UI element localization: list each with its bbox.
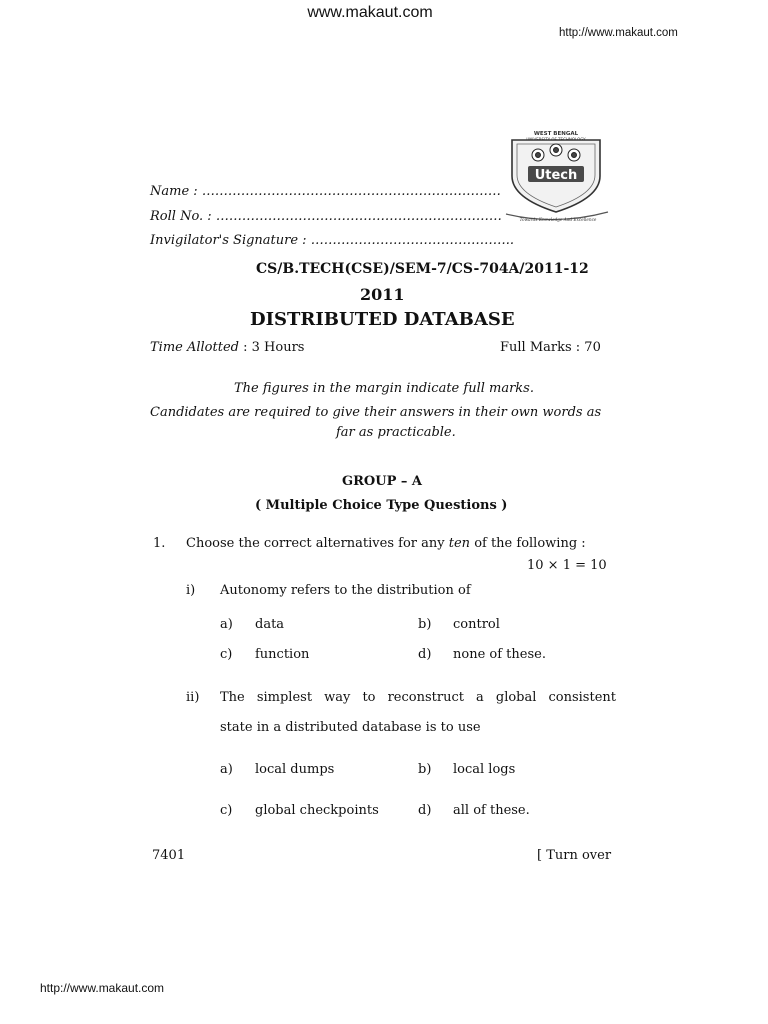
option-text: function [255,647,310,662]
group-subtitle: ( Multiple Choice Type Questions ) [255,498,508,513]
option-text: none of these. [453,647,546,662]
roll-field: ………………………………………………………… [215,209,502,224]
option-key: a) [220,762,233,777]
question-marks: 10 × 1 = 10 [527,558,607,573]
option-key: b) [418,762,432,777]
turn-over: [ Turn over [537,848,612,863]
question-text-em: ten [448,536,471,551]
option-text: all of these. [453,803,530,818]
logo-top-text: WEST BENGAL [533,131,579,137]
question-text [186,536,586,551]
option-key: a) [220,617,233,632]
option-key: b) [418,617,432,632]
item-text: The simplest way to reconstruct a global consistent [220,690,616,705]
option-text: global checkpoints [255,803,379,818]
time-value: : 3 Hours [243,340,305,355]
instruction-marks: The figures in the margin indicate full marks. [233,381,534,396]
name-field: …………………………………………………………… [201,184,501,199]
header-link[interactable]: http://www.makaut.com [559,27,678,39]
item-text: Autonomy refers to the distribution of [220,583,471,598]
option-text: data [255,617,285,632]
university-logo [498,126,614,232]
full-marks: Full Marks : 70 [500,340,601,355]
item-number: ii) [186,690,200,705]
question-number: 1. [153,536,166,551]
instruction-own-words: Candidates are required to give their answers in their own words as [150,405,602,420]
exam-subject: DISTRIBUTED DATABASE [250,309,515,330]
signature-field: ……………………………………….. [310,233,514,248]
signature-line [150,233,514,248]
option-key: d) [418,647,432,662]
exam-code: CS/B.TECH(CSE)/SEM-7/CS-704A/2011-12 [256,261,589,277]
time-label: Time Allotted [150,340,239,355]
item-number: i) [186,583,196,598]
option-text: local dumps [255,762,335,777]
option-key: c) [220,647,233,662]
option-text: local logs [453,762,516,777]
paper-code: 7401 [152,848,186,863]
option-key: d) [418,803,432,818]
instruction-practicable: far as practicable. [336,425,456,440]
logo-brand: Utech [534,168,578,183]
roll-line [150,209,502,224]
time-allotted [150,340,304,355]
question-text-post: of the following : [474,536,586,551]
footer-link[interactable]: http://www.makaut.com [40,981,165,995]
item-text-continued: state in a distributed database is to use [220,720,481,735]
roll-label: Roll No. : [150,209,212,224]
group-title: GROUP – A [342,474,422,489]
name-line [150,184,501,199]
top-site-url: www.makaut.com [307,4,433,21]
option-text: control [453,617,500,632]
option-key: c) [220,803,233,818]
name-label: Name : [150,184,198,199]
exam-year: 2011 [360,285,405,304]
signature-label: Invigilator's Signature : [150,233,307,248]
logo-motto: Towards Knowledge And Excellence [519,217,597,222]
question-text-pre: Choose the correct alternatives for any [186,536,445,551]
